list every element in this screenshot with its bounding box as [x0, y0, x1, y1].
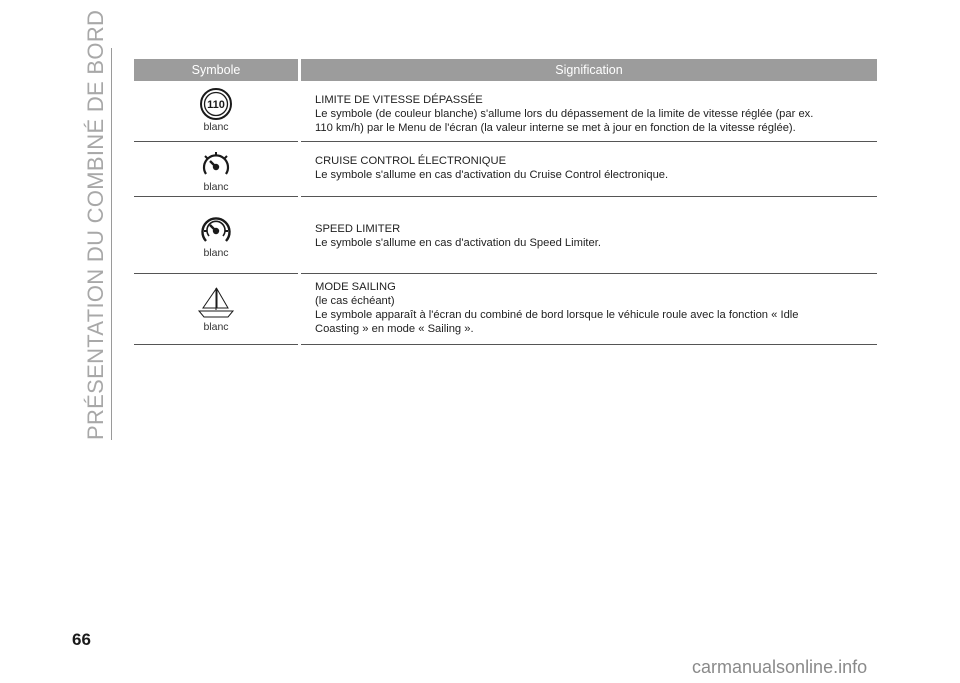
speed-limiter-icon — [198, 211, 234, 247]
speed-limit-110-icon — [199, 87, 233, 121]
description-line: Le symbole s'allume en cas d'activation du Speed Limiter. — [315, 237, 601, 249]
warning-title: MODE SAILING — [315, 281, 396, 293]
table-row — [134, 81, 877, 142]
symbol-cell — [134, 81, 300, 142]
warning-title: LIMITE DE VITESSE DÉPASSÉE — [315, 94, 483, 106]
description-line: Le symbole s'allume en cas d'activation du Cruise Control électronique. — [315, 169, 669, 181]
chapter-divider — [111, 48, 112, 440]
symbol-cell — [134, 197, 300, 274]
description-line: Le symbole (de couleur blanche) s'allume lors du dépassement de la limite de vitesse réglée (par ex. — [315, 108, 814, 120]
icon-color-label: blanc — [203, 247, 229, 259]
table-row — [134, 142, 877, 197]
table-row — [134, 197, 877, 274]
icon-color-label: blanc — [203, 181, 229, 193]
table-row — [134, 274, 877, 345]
meaning-cell — [300, 81, 878, 142]
description-line: Le symbole apparaît à l'écran du combiné de bord lorsque le véhicule roule avec la fonction « Idle — [315, 309, 799, 321]
description-line: Coasting » en mode « Sailing ». — [315, 323, 474, 335]
site-watermark: carmanualsonline.info — [692, 657, 868, 677]
icon-color-label: blanc — [203, 321, 229, 333]
description-line: 110 km/h) par le Menu de l'écran (la valeur interne se met à jour en fonction de la vitesse réglée). — [315, 122, 796, 134]
meaning-cell — [300, 142, 878, 197]
description-line: (le cas échéant) — [315, 295, 395, 307]
symbol-cell — [134, 142, 300, 197]
table-header-row — [134, 59, 877, 81]
symbol-cell — [134, 274, 300, 345]
chapter-title: PRÉSENTATION DU COMBINÉ DE BORD — [83, 9, 108, 440]
symbol-table — [134, 59, 877, 345]
cruise-control-icon — [199, 149, 233, 181]
speed-limit-value: 110 — [207, 99, 225, 111]
warning-title: CRUISE CONTROL ÉLECTRONIQUE — [315, 155, 507, 167]
header-symbol: Symbole — [134, 59, 300, 81]
meaning-cell — [300, 197, 878, 274]
sailing-boat-icon — [196, 285, 236, 321]
meaning-cell — [300, 274, 878, 345]
icon-color-label: blanc — [203, 121, 229, 133]
header-meaning: Signification — [300, 59, 878, 81]
warning-title: SPEED LIMITER — [315, 223, 401, 235]
page-number: 66 — [72, 630, 91, 649]
